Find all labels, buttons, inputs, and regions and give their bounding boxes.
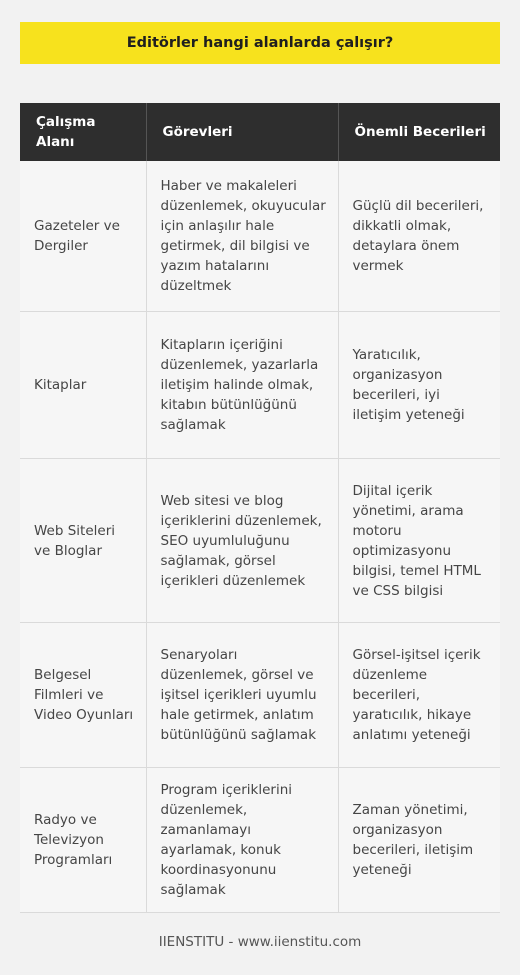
cell-duties: Kitapların içeriğini düzenlemek, yazarlarla iletişim halinde olmak, kitabın bütünlüğünü sağlamak xyxy=(146,312,338,459)
cell-area: Web Siteleri ve Bloglar xyxy=(20,459,146,623)
page-title: Editörler hangi alanlarda çalışır? xyxy=(126,35,394,51)
cell-skills: Görsel-işitsel içerik düzenleme becerileri, yaratıcılık, hikaye anlatımı yeteneği xyxy=(338,623,500,768)
cell-skills: Güçlü dil becerileri, dikkatli olmak, detaylara önem vermek xyxy=(338,161,500,312)
cell-duties: Web sitesi ve blog içeriklerini düzenlemek, SEO uyumluluğunu sağlamak, görsel içerikleri düzenlemek xyxy=(146,459,338,623)
table-row xyxy=(20,459,500,623)
cell-duties: Haber ve makaleleri düzenlemek, okuyucular için anlaşılır hale getirmek, dil bilgisi ve yazım hatalarını düzeltmek xyxy=(146,161,338,312)
cell-skills: Dijital içerik yönetimi, arama motoru optimizasyonu bilgisi, temel HTML ve CSS bilgisi xyxy=(338,459,500,623)
cell-skills: Zaman yönetimi, organizasyon becerileri, iletişim yeteneği xyxy=(338,768,500,913)
cell-area: Kitaplar xyxy=(20,312,146,459)
cell-duties: Senaryoları düzenlemek, görsel ve işitsel içerikleri uyumlu hale getirmek, anlatım bütünlüğünü sağlamak xyxy=(146,623,338,768)
cell-area: Radyo ve Televizyon Programları xyxy=(20,768,146,913)
table-row xyxy=(20,312,500,459)
table-header-row xyxy=(20,103,500,161)
footer-credit: IIENSTITU - www.iienstitu.com xyxy=(158,934,362,950)
cell-area: Gazeteler ve Dergiler xyxy=(20,161,146,312)
header-duties: Görevleri xyxy=(146,103,338,161)
cell-duties: Program içeriklerini düzenlemek, zamanlamayı ayarlamak, konuk koordinasyonunu sağlamak xyxy=(146,768,338,913)
header-area: Çalışma Alanı xyxy=(20,103,146,161)
table-row xyxy=(20,161,500,312)
cell-skills: Yaratıcılık, organizasyon becerileri, iyi iletişim yeteneği xyxy=(338,312,500,459)
table-row xyxy=(20,768,500,913)
cell-area: Belgesel Filmleri ve Video Oyunları xyxy=(20,623,146,768)
editor-fields-table xyxy=(20,103,500,913)
table-row xyxy=(20,623,500,768)
header-skills: Önemli Becerileri xyxy=(338,103,500,161)
title-banner xyxy=(20,22,500,64)
